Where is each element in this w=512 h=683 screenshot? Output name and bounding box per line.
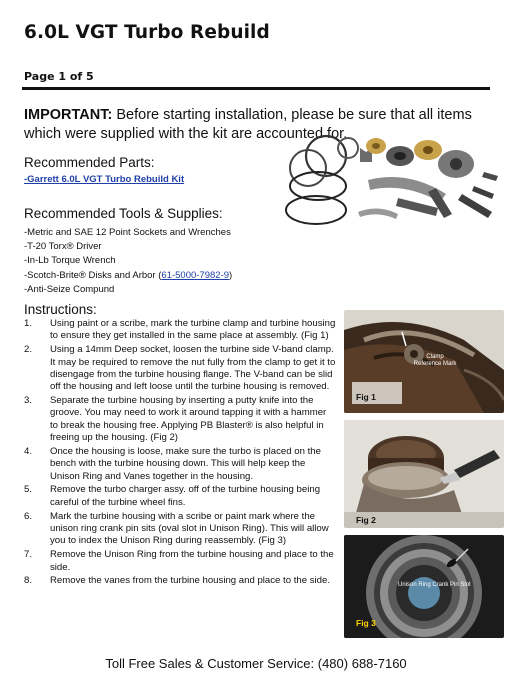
instructions-heading: Instructions: bbox=[24, 302, 97, 317]
page-number: Page 1 of 5 bbox=[24, 70, 94, 83]
instruction-step bbox=[24, 446, 336, 483]
step-number: 1. bbox=[24, 318, 33, 329]
instruction-step bbox=[24, 549, 336, 574]
tool-item: -Anti-Seize Compund bbox=[24, 283, 115, 295]
step-number: 6. bbox=[24, 510, 33, 522]
fig1-caption: Fig 1 bbox=[356, 392, 376, 402]
important-text: Before starting installation, please be sure that all items which were supplied with the kit are accounted for. bbox=[24, 107, 472, 142]
instruction-steps bbox=[24, 318, 336, 589]
step-text: Remove the turbo charger assy. off of the turbine housing being careful of the turbine wheel fins. bbox=[50, 484, 321, 508]
tool-item-close: ) bbox=[229, 269, 233, 281]
step-number: 2. bbox=[24, 344, 33, 356]
fig1-callout-label: Clamp Reference Mark bbox=[413, 354, 457, 367]
step-text: Once the housing is loose, make sure the turbo is placed on the bench with the turbine housing down. This will help keep the Unison Ring and Vanes together in the housing. bbox=[50, 445, 321, 482]
important-lead: IMPORTANT: bbox=[24, 107, 113, 123]
rebuild-kit-link[interactable]: -Garrett 6.0L VGT Turbo Rebuild Kit bbox=[24, 174, 185, 185]
step-text: Remove the vanes from the turbine housing and place to the side. bbox=[50, 575, 330, 587]
instruction-step bbox=[24, 575, 336, 587]
instruction-step bbox=[24, 511, 336, 548]
customer-service-footer: Toll Free Sales & Customer Service: (480) 688-7160 bbox=[105, 656, 407, 671]
recommended-parts-heading: Recommended Parts: bbox=[24, 155, 155, 170]
document-title: 6.0L VGT Turbo Rebuild bbox=[24, 22, 270, 43]
tool-item-text: -Scotch-Brite® Disks and Arbor ( bbox=[24, 269, 162, 281]
tool-item: -T-20 Torx® Driver bbox=[24, 241, 102, 253]
instruction-step bbox=[24, 484, 336, 509]
step-text: Separate the turbine housing by inserting a putty knife into the groove. You may need to work it around tapping it with a hammer to break the housing free. Applying PB Blaster® is also helpful in freeing up the housing. (Fig 2) bbox=[50, 395, 327, 444]
tool-item: -In-Lb Torque Wrench bbox=[24, 255, 116, 267]
tool-item-arbor bbox=[24, 269, 232, 283]
step-number: 4. bbox=[24, 445, 33, 457]
step-number: 7. bbox=[24, 549, 33, 561]
tool-item: -Metric and SAE 12 Point Sockets and Wrenches bbox=[24, 227, 231, 238]
instruction-step bbox=[24, 318, 336, 343]
tools-list bbox=[24, 226, 232, 297]
step-text: Mark the turbine housing with a scribe or paint mark where the unison ring crank pin sits (oval slot in Unison Ring). This will allow you to index the Unison Ring during reassembly. (Fig 3) bbox=[50, 510, 329, 547]
step-text: Remove the Unison Ring from the turbine housing and place to the side. bbox=[50, 549, 334, 573]
kit-parts-image bbox=[278, 128, 506, 232]
arbor-part-link[interactable]: 61-5000-7982-9 bbox=[161, 269, 230, 281]
fig3-callout-label: Unison Ring Crank Pin Slot bbox=[398, 582, 471, 588]
step-number: 5. bbox=[24, 484, 33, 496]
recommended-tools-heading: Recommended Tools & Supplies: bbox=[24, 206, 223, 221]
figure-2-photo bbox=[344, 420, 504, 528]
fig2-caption: Fig 2 bbox=[356, 515, 376, 525]
fig3-caption: Fig 3 bbox=[356, 618, 376, 628]
step-number: 8. bbox=[24, 575, 33, 587]
header-rule bbox=[22, 87, 490, 90]
instruction-step bbox=[24, 344, 336, 394]
step-text: Using paint or a scribe, mark the turbine clamp and turbine housing to ensure they get installed in the same place at assembly. (Fig 1) bbox=[50, 318, 336, 342]
step-number: 3. bbox=[24, 395, 33, 407]
instruction-step bbox=[24, 395, 336, 445]
step-text: Using a 14mm Deep socket, loosen the turbine side V-band clamp. It may be required to remove the nut fully from the clamp to get it to disengage from the turbine housing flange. The V-band can be slid off the housing and left loose until the turbine housing is removed. bbox=[50, 344, 336, 393]
